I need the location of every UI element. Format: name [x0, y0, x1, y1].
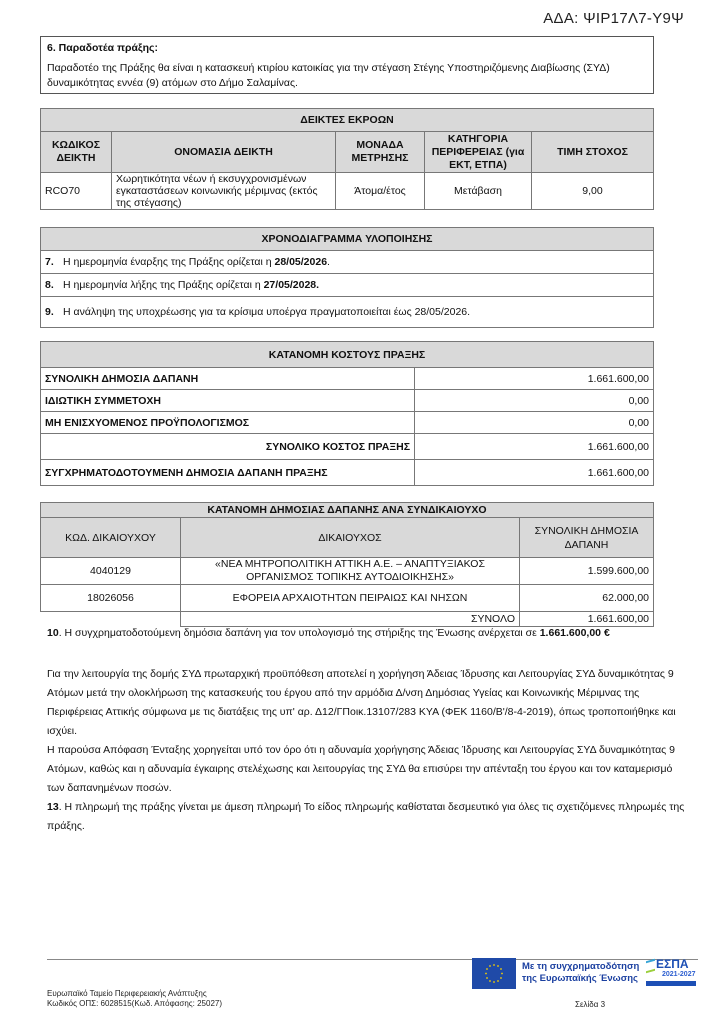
espa-years: 2021-2027 — [662, 971, 696, 978]
item-text: Η ημερομηνία έναρξης της Πράξης ορίζεται η — [63, 256, 275, 268]
table-row — [41, 173, 654, 210]
cost-label: ΣΥΓΧΡΗΜΑΤΟΔΟΤΟΥΜΕΝΗ ΔΗΜΟΣΙΑ ΔΑΠΑΝΗ ΠΡΑΞΗΣ — [41, 460, 415, 486]
item-text: Η ημερομηνία λήξης της Πράξης ορίζεται η — [63, 279, 264, 291]
cost-label: ΙΔΙΩΤΙΚΗ ΣΥΜΜΕΤΟΧΗ — [41, 390, 415, 412]
indicator-name: Χωρητικότητα νέων ή εκσυγχρονισμένων εγκαταστάσεων κοινωνικής μέριμνας (εκτός της στέγασης) — [112, 173, 336, 210]
point-number: 13 — [47, 801, 59, 813]
beneficiary-amount: 1.599.600,00 — [520, 558, 654, 585]
col-header-target: ΤΙΜΗ ΣΤΟΧΟΣ — [532, 132, 654, 173]
point-10 — [47, 627, 610, 639]
col-header-beneficiary: ΔΙΚΑΙΟΥΧΟΣ — [181, 518, 520, 558]
indicator-unit: Άτομα/έτος — [336, 173, 425, 210]
cost-label: ΣΥΝΟΛΙΚΗ ΔΗΜΟΣΙΑ ΔΑΠΑΝΗ — [41, 368, 415, 390]
total-value: 1.661.600,00 — [520, 612, 654, 627]
ada-code: ΑΔΑ: ΨΙΡ17Λ7-Υ9Ψ — [543, 10, 684, 27]
paragraph-condition: Η παρούσα Απόφαση Ένταξης χορηγείται υπό τον όρο ότι η αδυναμία χορήγησης Άδειας Ίδρυσης και Λειτουργίας ΣΥΔ δυναμικότητας 9 Ατόμων, καθώς και η αδυναμία έγκαιρης στελέχωσης και λειτουργίας της ΣΥΔ θα επισύρει την απένταξη του έργου και τον καταμερισμό των δαπανημένων ποσών. — [47, 744, 675, 794]
beneficiary-name: «ΝΕΑ ΜΗΤΡΟΠΟΛΙΤΙΚΗ ΑΤΤΙΚΗ Α.Ε. – ΑΝΑΠΤΥΞΙΑΚΟΣ ΟΡΓΑΝΙΣΜΟΣ ΤΟΠΙΚΗΣ ΑΥΤΟΔΙΟΙΚΗΣΗΣ» — [181, 558, 520, 585]
indicator-category: Μετάβαση — [425, 173, 532, 210]
col-header-amount: ΣΥΝΟΛΙΚΗ ΔΗΜΟΣΙΑ ΔΑΠΑΝΗ — [520, 518, 654, 558]
beneficiary-amount: 62.000,00 — [520, 585, 654, 612]
cost-allocation-table — [40, 341, 654, 486]
schedule-table — [40, 227, 654, 328]
col-header-name: ΟΝΟΜΑΣΙΑ ΔΕΙΚΤΗ — [112, 132, 336, 173]
footer-fund: Ευρωπαϊκό Ταμείο Περιφερειακής Ανάπτυξης — [47, 989, 207, 998]
deliverables-text: Παραδοτέο της Πράξης θα είναι η κατασκευή κτιρίου κατοικίας για την στέγαση Στέγης Υποστηριζόμενης Διαβίωσης (ΣΥΔ) δυναμικότητας εννέα (9) ατόμων στο Δήμο Σαλαμίνας. — [47, 62, 610, 89]
table-row — [41, 390, 654, 412]
indicator-code: RCO70 — [41, 173, 112, 210]
cost-label: ΣΥΝΟΛΙΚΟ ΚΟΣΤΟΣ ΠΡΑΞΗΣ — [41, 434, 415, 460]
beneficiary-name: ΕΦΟΡΕΙΑ ΑΡΧΑΙΟΤΗΤΩΝ ΠΕΙΡΑΙΩΣ ΚΑΙ ΝΗΣΩΝ — [181, 585, 520, 612]
espa-word: ΕΣΠΑ — [656, 957, 689, 971]
deliverables-title: 6. Παραδοτέα πράξης: — [47, 42, 158, 54]
col-header-code: ΚΩΔ. ΔΙΚΑΙΟΥΧΟΥ — [41, 518, 181, 558]
espa-wave-icon — [646, 959, 655, 973]
page-number: Σελίδα 3 — [575, 1000, 606, 1009]
start-date: 28/05/2026 — [274, 256, 328, 268]
paragraph-payment — [47, 798, 687, 836]
footer-info — [47, 989, 222, 1009]
item-number: 8. — [45, 279, 54, 291]
schedule-item — [41, 274, 654, 297]
item-number: 7. — [45, 256, 54, 268]
schedule-item — [41, 251, 654, 274]
cost-value: 0,00 — [415, 412, 654, 434]
beneficiary-code: 18026056 — [41, 585, 181, 612]
beneficiary-caption: ΚΑΤΑΝΟΜΗ ΔΗΜΟΣΙΑΣ ΔΑΠΑΝΗΣ ΑΝΑ ΣΥΝΔΙΚΑΙΟΥΧΟ — [41, 503, 654, 518]
total-row — [41, 612, 654, 627]
col-header-unit: ΜΟΝΑΔΑ ΜΕΤΡΗΣΗΣ — [336, 132, 425, 173]
output-indicators-table — [40, 108, 654, 210]
col-header-code: ΚΩΔΙΚΟΣ ΔΕΙΚΤΗ — [41, 132, 112, 173]
item-suffix: . — [327, 256, 330, 268]
eu-cofunding-label — [522, 961, 639, 985]
cost-value: 1.661.600,00 — [415, 434, 654, 460]
espa-logo — [646, 957, 698, 989]
beneficiary-code: 4040129 — [41, 558, 181, 585]
point-number: 10 — [47, 627, 59, 639]
total-label: ΣΥΝΟΛΟ — [181, 612, 520, 627]
indicators-caption: ΔΕΙΚΤΕΣ ΕΚΡΟΩΝ — [41, 109, 654, 132]
cost-label: ΜΗ ΕΝΙΣΧΥΟΜΕΝΟΣ ΠΡΟΫΠΟΛΟΓΙΣΜΟΣ — [41, 412, 415, 434]
table-row — [41, 558, 654, 585]
item-number: 9. — [45, 306, 54, 318]
table-row — [41, 368, 654, 390]
col-header-category: ΚΑΤΗΓΟΡΙΑ ΠΕΡΙΦΕΡΕΙΑΣ (για ΕΚΤ, ΕΤΠΑ) — [425, 132, 532, 173]
eu-label-line1: Με τη συγχρηματοδότηση — [522, 961, 640, 972]
table-row — [41, 460, 654, 486]
cost-value: 0,00 — [415, 390, 654, 412]
indicator-target: 9,00 — [532, 173, 654, 210]
table-row — [41, 585, 654, 612]
cost-value: 1.661.600,00 — [415, 460, 654, 486]
eu-label-line2: της Ευρωπαϊκής Ένωσης — [522, 973, 638, 984]
cost-value: 1.661.600,00 — [415, 368, 654, 390]
schedule-caption: ΧΡΟΝΟΔΙΑΓΡΑΜΜΑ ΥΛΟΠΟΙΗΣΗΣ — [41, 228, 654, 251]
paragraph-license: Για την λειτουργία της δομής ΣΥΔ πρωταρχική προϋπόθεση αποτελεί η χορήγηση Άδειας Ίδρυσης και Λειτουργίας ΣΥΔ δυναμικότητας 9 Ατόμων μετά την ολοκλήρωση της κατασκευής του έργου από την αρμόδια Δ/νση Δημόσιας Υγείας και Κοινωνικής Μέριμνας της Περιφέρειας Αττικής σύμφωνα με τις διατάξεις της υπ' αρ. Δ12/ΓΠοικ.13107/283 ΚΥΑ (ΦΕΚ 1160/Β'/8-4-2019), όπως τροποποιήθηκε και ισχύει. — [47, 668, 676, 737]
point-text: . Η πληρωμή της πράξης γίνεται με άμεση πληρωμή Το είδος πληρωμής καθίσταται δεσμευτικό για όλες τις σχετιζόμενες πληρωμές της πράξης. — [47, 801, 685, 832]
footer-divider — [47, 959, 698, 960]
schedule-item — [41, 297, 654, 328]
espa-bar — [646, 981, 696, 986]
cost-caption: ΚΑΤΑΝΟΜΗ ΚΟΣΤΟΥΣ ΠΡΑΞΗΣ — [41, 342, 654, 368]
table-row — [41, 434, 654, 460]
beneficiary-allocation-table — [40, 502, 654, 627]
point-amount: 1.661.600,00 € — [539, 627, 610, 639]
point-text: . Η συγχρηματοδοτούμενη δημόσια δαπάνη για τον υπολογισμό της στήριξης της Ένωσης ανέρχεται σε — [58, 627, 540, 639]
table-row — [41, 412, 654, 434]
deliverables-box — [40, 36, 654, 94]
footer-code: Κωδικός ΟΠΣ: 6028515(Κωδ. Απόφασης: 25027) — [47, 999, 222, 1008]
eu-flag-icon — [472, 958, 516, 989]
item-text: Η ανάληψη της υποχρέωσης για τα κρίσιμα υποέργα πραγματοποιείται έως 28/05/2026. — [63, 306, 471, 318]
end-date: 27/05/2028. — [263, 279, 320, 291]
